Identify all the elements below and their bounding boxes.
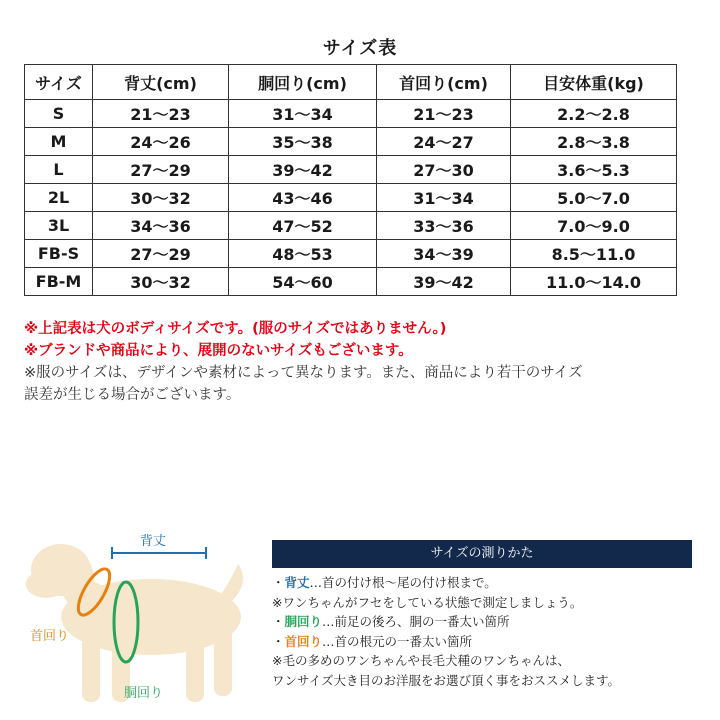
note-body-size: ※上記表は犬のボディサイズです。(服のサイズではありません。) <box>24 321 447 337</box>
dog-silhouette-icon <box>26 544 243 702</box>
neck-label: 首回り <box>30 629 70 644</box>
belly-instruction: ・胴回り…前足の後ろ、胴の一番太い箇所 <box>272 614 510 629</box>
table-cell: 31〜34 <box>377 184 511 212</box>
table-cell: 3L <box>25 212 93 240</box>
table-cell: S <box>25 100 93 128</box>
note-variance: ※服のサイズは、デザインや素材によって異なります。また、商品により若干のサイズ <box>24 365 583 381</box>
table-cell: 54〜60 <box>229 268 377 296</box>
table-cell: 34〜39 <box>377 240 511 268</box>
table-cell: 48〜53 <box>229 240 377 268</box>
table-cell: 33〜36 <box>377 212 511 240</box>
note-variance-cont: 誤差が生じる場合がございます。 <box>24 387 241 403</box>
table-row <box>25 128 677 156</box>
table-cell: 34〜36 <box>93 212 229 240</box>
neck-instruction: ・首回り…首の根元の一番太い箇所 <box>272 633 473 649</box>
back-instruction: ・背丈…首の付け根〜尾の付け根まで。 <box>272 575 497 590</box>
table-header-row <box>25 65 677 100</box>
fur-note-cont: ワンサイズ大き目のお洋服をお選び頂く事をおススメします。 <box>272 672 621 688</box>
table-cell: 7.0〜9.0 <box>511 212 677 240</box>
table-cell: FB-M <box>25 268 93 296</box>
table-cell: 35〜38 <box>229 128 377 156</box>
table-cell: 5.0〜7.0 <box>511 184 677 212</box>
size-table <box>24 64 677 296</box>
table-row <box>25 212 677 240</box>
table-row <box>25 240 677 268</box>
table-cell: 24〜26 <box>93 128 229 156</box>
column-header: 胴回り(cm) <box>229 65 377 100</box>
table-cell: 8.5〜11.0 <box>511 240 677 268</box>
table-cell: 30〜32 <box>93 184 229 212</box>
table-cell: 39〜42 <box>377 268 511 296</box>
page-title: サイズ表 <box>322 38 398 59</box>
table-cell: 30〜32 <box>93 268 229 296</box>
table-cell: 31〜34 <box>229 100 377 128</box>
column-header: 目安体重(kg) <box>511 65 677 100</box>
how-to-measure <box>272 573 712 690</box>
table-cell: 27〜29 <box>93 240 229 268</box>
table-cell: 3.6〜5.3 <box>511 156 677 184</box>
table-cell: 27〜29 <box>93 156 229 184</box>
belly-label: 胴回り <box>124 686 164 701</box>
notes <box>24 318 696 406</box>
how-to-measure-header: サイズの測りかた <box>272 540 692 568</box>
table-cell: 43〜46 <box>229 184 377 212</box>
table-cell: M <box>25 128 93 156</box>
table-cell: L <box>25 156 93 184</box>
back-key: 背丈 <box>284 575 310 590</box>
table-body <box>25 100 677 296</box>
table-row <box>25 100 677 128</box>
table-cell: 2L <box>25 184 93 212</box>
table-cell: 2.8〜3.8 <box>511 128 677 156</box>
table-cell: 39〜42 <box>229 156 377 184</box>
table-cell: 21〜23 <box>377 100 511 128</box>
table-cell: 47〜52 <box>229 212 377 240</box>
neck-key: 首回り <box>284 633 323 649</box>
column-header: サイズ <box>25 65 93 100</box>
table-cell: FB-S <box>25 240 93 268</box>
belly-key: 胴回り <box>284 614 323 629</box>
table-cell: 27〜30 <box>377 156 511 184</box>
column-header: 首回り(cm) <box>377 65 511 100</box>
table-row <box>25 184 677 212</box>
table-cell: 24〜27 <box>377 128 511 156</box>
back-length-label: 背丈 <box>140 534 167 549</box>
back-note: ※ワンちゃんがフセをしている状態で測定しましょう。 <box>272 594 583 610</box>
note-availability: ※ブランドや商品により、展開のないサイズもございます。 <box>24 343 413 359</box>
table-row <box>25 156 677 184</box>
table-cell: 21〜23 <box>93 100 229 128</box>
fur-note: ※毛の多めのワンちゃんや長毛犬種のワンちゃんは、 <box>272 653 570 668</box>
column-header: 背丈(cm) <box>93 65 229 100</box>
table-cell: 11.0〜14.0 <box>511 268 677 296</box>
table-cell: 2.2〜2.8 <box>511 100 677 128</box>
table-row <box>25 268 677 296</box>
